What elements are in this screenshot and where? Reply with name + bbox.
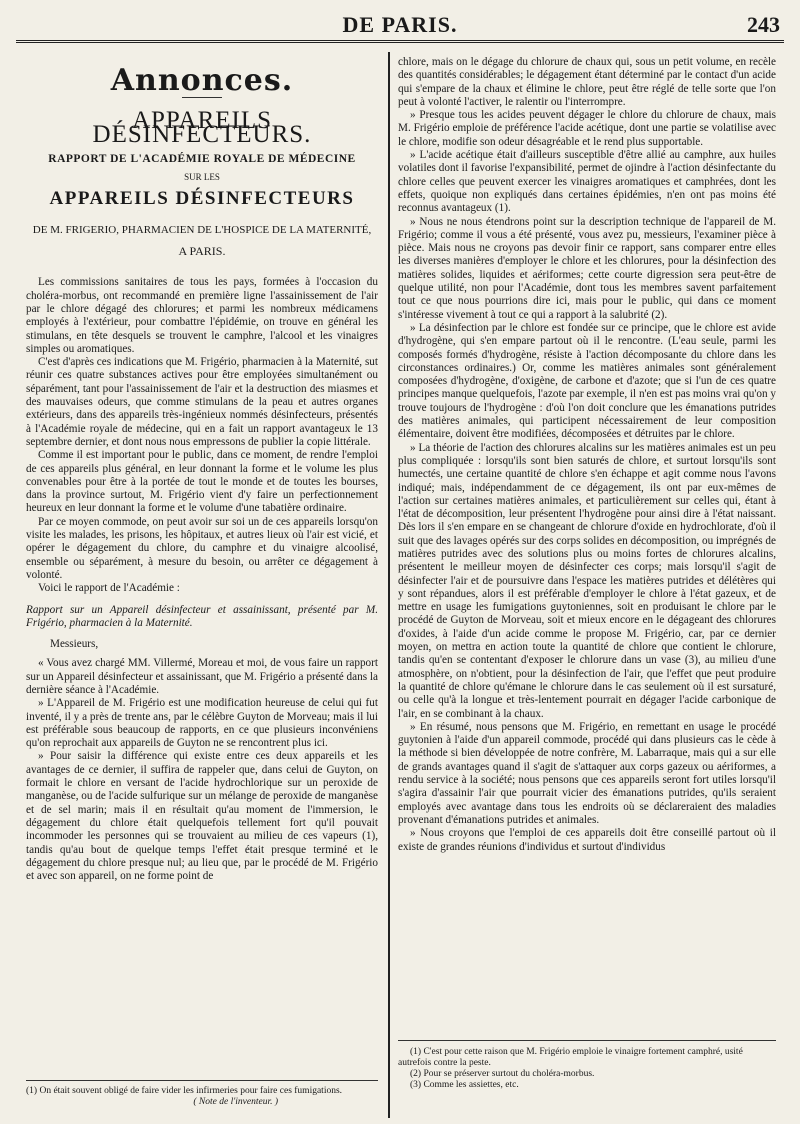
- paragraph: » L'Appareil de M. Frigério est une modification heureuse de celui qui fut inventé, il y a près de trente ans, par le célèbre Guyton de Morveau; mais il lui est préférable sous beaucoup de rapports, en ce que plusieurs inconvéniens qu'on reprochait aux appareils de Guyton ne se rencontrent plus ici.: [26, 697, 378, 750]
- byline: DE M. FRIGERIO, PHARMACIEN DE L'HOSPICE DE LA MATERNITÉ,: [32, 223, 372, 236]
- paragraph: « Vous avez chargé MM. Villermé, Moreau et moi, de vous faire un rapport sur un Appareil désinfecteur et assainissant, que M. Frigério a présenté dans la dernière séance à l'Académie.: [26, 657, 378, 696]
- paragraph: » Pour saisir la différence qui existe entre ces deux appareils et les avantages de ce dernier, il suffira de rappeler que, dans celui de Guyton, on formait le chlore en versant de l'acide hydrochlorique sur un peroxide de manganèse, ou de l'acide sulfurique sur un mélange de peroxide de manganèse et de sel marin; mais il en résultait qu'au moment de l'immersion, le dégagement du chlore était quelquefois tellement fort qu'il pouvait incommoder les personnes qui se trouvaient au milieu de ces vapeurs (1), tandis qu'au bout de quelque temps l'effet était presque terminé et le dégagement du chlore presque nul; au lieu que, par le procédé de M. Frigério et avec son appareil, on ne forme point de: [26, 750, 378, 883]
- paragraph: » La désinfection par le chlore est fondée sur ce principe, que le chlore est avide d'hydrogène, qui s'en empare partout où il le rencontre. (L'eau seule, parmi les composés formés d'hydrogène, résiste à l'action décomposante du chlore dans les circonstances ordinaires.) Or, comme les matières animales sont généralement composées d'hydrogène, d'oxigène, de carbone et d'azote; que si l'un de ces quatre principes manque quelquefois, l'azote par exemple, il n'en est pas moins vrai qu'on y trouve toujours de l'hydrogène : d'où l'on doit conclure que les émanations putrides des matières animales, qui participent nécessairement de leur composition élémentaire, doivent être modifiées, décomposées et détruites par le chlore.: [398, 321, 776, 441]
- page-header: [16, 10, 784, 43]
- paragraph: Les commissions sanitaires de tous les pays, formées à l'occasion du choléra-morbus, ont recommandé en première ligne l'assainissement de l'air par le chlore dégagé des chlorures; et parmi les nombreux médicamens employés à l'extérieur, pour combattre l'épidémie, on trouve en général les stimulans, en tête desquels se trouvent le camphre, l'alcool et les vinaigres simples ou aromatiques.: [26, 276, 378, 355]
- paragraph: Par ce moyen commode, on peut avoir sur soi un de ces appareils lorsqu'on visite les malades, les prisons, les hôpitaux, et autres lieux où l'air est vicié, et opérer le dégagement du chlore, du camphre et du vinaigre alcoolisé, ensemble ou séparément, à mesure du besoin, ou arrêter ce dégagement à volonté.: [26, 515, 378, 581]
- left-column: [26, 52, 378, 1116]
- article-title: APPAREILS DÉSINFECTEURS.: [92, 107, 312, 148]
- city: A PARIS.: [178, 244, 226, 259]
- page-number: 243: [747, 12, 780, 37]
- footnote-text: (1) On était souvent obligé de faire vider les infirmeries pour faire ces fumigations.: [26, 1086, 343, 1096]
- paragraph: » L'acide acétique était d'ailleurs susceptible d'être allié au camphre, aux huiles volatiles dont il favorise l'expansibilité, permet de ojindre à l'action désinfectante du chlore celles que peuvent exercer les vinaigres aromatiques et camphrées, dont les effets, quoique non expliqués dans certaines épidémies, n'en ont pas moins été reconnus avantageux (1).: [398, 149, 776, 215]
- footnote-1: (1) C'est pour cette raison que M. Frigério emploie le vinaigre fortement camphré, usité autrefois contre la peste.: [398, 1047, 743, 1068]
- report-title: RAPPORT DE L'ACADÉMIE ROYALE DE MÉDECINE: [48, 152, 356, 165]
- paragraph: » Presque tous les acides peuvent dégager le chlore du chlorure de chaux, mais M. Frigério emploie de préférence l'acide acétique, dont une partie se volatilise avec le chlore, modifie son odeur désagréable et le rend plus supportable.: [398, 109, 776, 148]
- paragraph: chlore, mais on le dégage du chlorure de chaux qui, sous un petit volume, en recèle des quantités considérables; le dégagement étant déterminé par le contact d'un acide qui s'empare de la chaux et élimine le chlore, peut être réglé de telle sorte que l'on peut à volonté l'activer, le ralentir ou l'interrompre.: [398, 56, 776, 108]
- section-heading: Annonces.: [110, 63, 294, 98]
- paragraph: Voici le rapport de l'Académie :: [38, 582, 180, 595]
- footnote-3: (3) Comme les assiettes, etc.: [410, 1080, 519, 1090]
- paragraph: » Nous croyons que l'emploi de ces appareils doit être conseillé partout où il existe de grandes réunions d'individus et surtout d'individus: [398, 827, 776, 853]
- paragraph: » En résumé, nous pensons que M. Frigério, en remettant en usage le procédé guytonien à l'aide d'un appareil commode, procédé qui dans plusieurs cas le cède à la méthode si bien développée de notre confrère, M. Labarraque, mais qui a sur elle de grands avantages quand il s'agit de s'attaquer aux corps gazeux ou aériformes, a rendu service à la société; nous pensons que ces appareils seront fort utiles lorsqu'il s'agira d'assainir l'air que pourrait vicier des émanations putrides, qu'ils seraient employés avec avantage dans tous les endroits où se déclareraient des maladies provenant d'émanations putrides et animales.: [398, 720, 776, 826]
- left-footnote: [26, 1080, 378, 1108]
- paragraph: » La théorie de l'action des chlorures alcalins sur les matières animales est un peu plus compliquée : lorsqu'ils sont bien saturés de chlore, et surtout lorsqu'ils sont humectés, une certaine quantité de chlore s'en échappe et agit comme nous l'avons indiqué; mais, indépendamment de ce dégagement, ils ont par eux-mêmes de l'action sur certaines matières animales, et particulièrement sur celles qui, étant à l'état de décomposition, leur présentent l'hydrogène pour ainsi dire à l'état naissant. Dès lors il s'en empare en se changeant de chlorure d'oxide en hydrochlorate, d'où il suit que des lavages opérés sur des corps solides en décomposition, ou imprégnés de matières putrides avec des solutions plus ou moins fortes de chlorures alcalins, présentent le meilleur moyen de désinfecter ces corps; mais lorsqu'il s'agit de désinfecter l'air et de poursuivre dans l'espace les matières putrides et délétères qui y sont répandues, alors il est préférable d'employer le chlore à l'état gazeux, et de mettre en usage les fumigations guytoniennes, soit en produisant le chlore par le procédé de Guyton de Morveau, soit et mieux encore en le dégageant des chlorures d'oxides, à l'aide d'un acide comme le propose M. Frigério, car, par ce dernier moyen, on mettra en action toute la quantité de chlore que contient le chlorure, tandis qu'en se contentant d'exposer le chlorure dans un vase (3), au milieu d'une atmosphère, on n'obtient, pour la désinfection de l'air, que l'effet que peut produire la quantité de chlore qu'émane le chlorure dans le cas seulement où il est sursaturé, ou celle qu'à la longue et très-lentement pourrait en dégager l'acide carbonique de l'air, en se combinant à la chaux.: [398, 441, 776, 720]
- right-footnotes: [398, 1040, 776, 1091]
- footnote-2: (2) Pour se préserver surtout du choléra-morbus.: [410, 1069, 595, 1079]
- running-head: DE PARIS.: [342, 12, 458, 37]
- salutation: Messieurs,: [50, 638, 99, 651]
- paragraph: » Nous ne nous étendrons point sur la description technique de l'appareil de M. Frigério; comme il vous a été présenté, vous avez pu, messieurs, l'examiner pièce à pièce. Mais nous ne croyons pas devoir finir ce rapport, sans comparer entre elles les diverses manières d'employer le chlore et les chlorures, pour la désinfection des matières solides, liquides et aériformes; cette courte digression sera peut-être de quelque utilité, non pour l'Académie, dont tous les membres savent parfaitement tout ce que nous pourrions dire ici, mais pour le public, qui dans ce moment s'intéresse vivement à tout ce qui a rapport à la salubrité (2).: [398, 215, 776, 321]
- report-heading: Rapport sur un Appareil désinfecteur et assainissant, présenté par M. Frigério, pharmacien à la Maternité.: [26, 603, 378, 629]
- paragraph: Comme il est important pour le public, dans ce moment, de rendre l'emploi de ces appareils plus général, en leur donnant la forme et le volume les plus convenables pour être à la portée de tout le monde et de toutes les bourses, dans la province surtout, M. Frigério vient d'y faire un perfectionnement heureux en leur donnant la forme et le volume d'une tabatière ordinaire.: [26, 449, 378, 515]
- paragraph: C'est d'après ces indications que M. Frigério, pharmacien à la Maternité, sut réunir ces quatre substances actives pour être employées simultanément ou séparément, tant pour l'assainissement de l'air et la destruction des miasmes et des mauvaises odeurs, que comme stimulans de la peau et autres organes extérieurs, dans des appareils très-ingénieux nommés désinfecteurs, présentés à l'Académie royale de médecine, qui en a fait un rapport avantageux le 13 septembre dernier, et dont nous nous empressons de publier la copie littérale.: [26, 356, 378, 448]
- footnote-credit: ( Note de l'inventeur. ): [193, 1097, 278, 1107]
- column-divider: [388, 52, 390, 1118]
- article-subtitle: APPAREILS DÉSINFECTEURS: [49, 188, 355, 210]
- right-column: [398, 56, 776, 1116]
- report-connector: SUR LES: [184, 172, 220, 183]
